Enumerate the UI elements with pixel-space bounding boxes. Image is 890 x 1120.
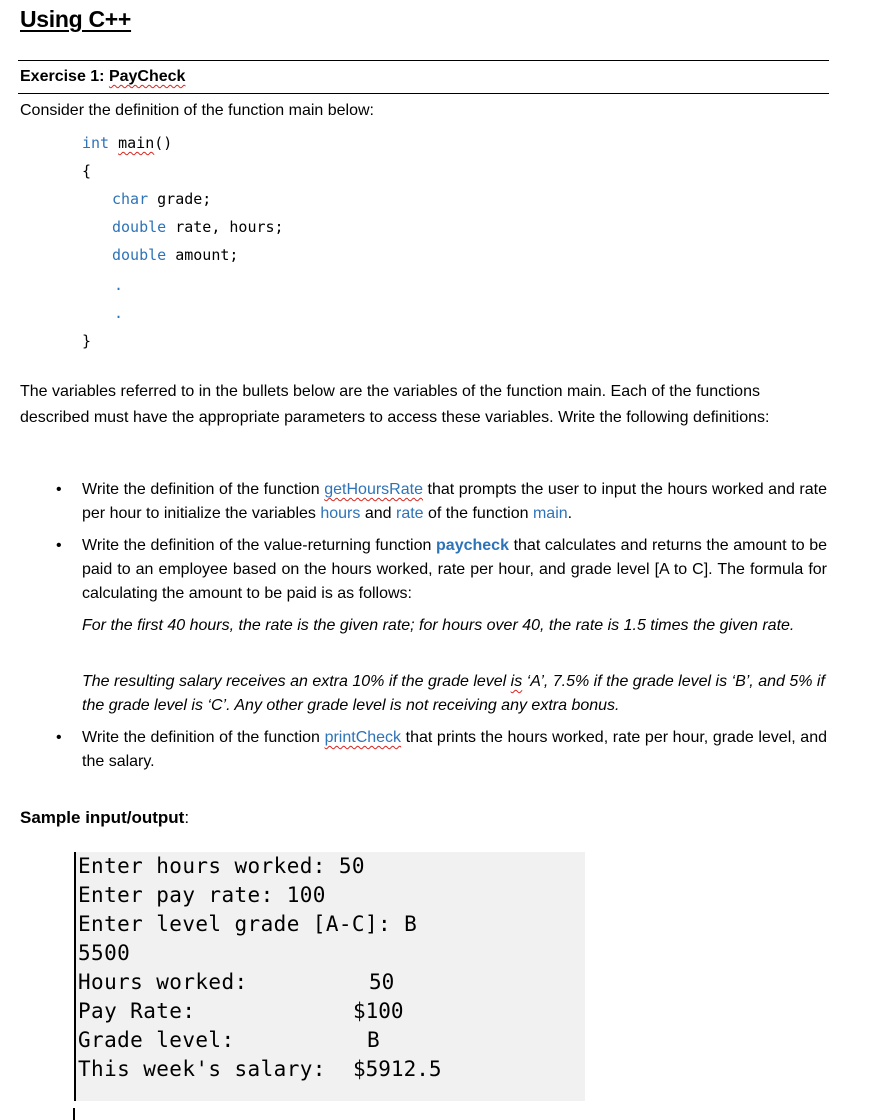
- formula-bonus-rule: [82, 670, 827, 718]
- formula-rate-rule: For the first 40 hours, the rate is the given rate; for hours over 40, the rate is 1.5 times the given rate.: [82, 617, 795, 634]
- bonus-text-part: The resulting salary receives an extra 10% if the grade level: [82, 673, 511, 690]
- console-line: Enter pay rate: 100: [78, 883, 326, 907]
- exercise-name: PayCheck: [108, 68, 186, 85]
- console-output: [74, 852, 585, 1101]
- report-value: $5912.5: [353, 1057, 442, 1081]
- code-ellipsis-dot: .: [114, 276, 124, 294]
- report-value: $100: [353, 999, 404, 1023]
- variable-name: hours: [320, 505, 361, 522]
- bullet-text-part: Write the definition of the function: [82, 481, 325, 498]
- function-name: printCheck: [324, 729, 402, 746]
- sample-io-colon: :: [184, 808, 190, 827]
- function-name: paycheck: [436, 537, 509, 554]
- code-signature: [82, 134, 172, 152]
- code-open-brace: {: [82, 162, 92, 180]
- bullet-marker: •: [56, 729, 62, 746]
- console-line: Enter level grade [A-C]: B: [78, 912, 418, 936]
- code-close-brace: }: [82, 332, 92, 350]
- bullet-print-check: [82, 726, 827, 774]
- report-label: Pay Rate:: [78, 999, 196, 1023]
- text-cursor: [73, 1108, 75, 1120]
- sample-io-heading: [20, 808, 189, 828]
- sample-io-label: Sample input/output: [20, 808, 185, 827]
- bullet-get-hours-rate: [82, 478, 827, 526]
- bonus-text-part: is: [510, 673, 523, 690]
- report-label: This week's salary:: [78, 1057, 326, 1081]
- report-label: Grade level:: [78, 1028, 235, 1052]
- code-type: double: [112, 218, 167, 236]
- code-line: [112, 218, 284, 236]
- code-sig-name: main: [118, 134, 155, 152]
- console-line: Enter hours worked: 50: [78, 854, 365, 878]
- code-rest: amount;: [166, 246, 239, 264]
- code-ellipsis-dot: .: [114, 304, 124, 322]
- code-sig-type: int: [82, 134, 110, 152]
- exercise-heading: [20, 68, 185, 86]
- console-line: 5500: [78, 941, 131, 965]
- bullet-text-part: and: [360, 505, 396, 522]
- bullet-text-part: .: [567, 505, 573, 522]
- code-type: double: [112, 246, 167, 264]
- variable-name: rate: [395, 505, 424, 522]
- intro-text: Consider the definition of the function main below:: [20, 102, 374, 119]
- code-line: [112, 246, 238, 264]
- heading-rule-bottom: [18, 93, 829, 94]
- bullet-marker: •: [56, 537, 62, 554]
- description-paragraph: The variables referred to in the bullets below are the variables of the function main. Each of the functions described must have the appropriate parameters to access these variables. Write the following definitions:: [20, 383, 770, 426]
- code-rest: rate, hours;: [166, 218, 284, 236]
- bullet-text-part: that prints the hours worked, rate per hour, grade level, and the salary.: [82, 729, 828, 770]
- code-type: char: [112, 190, 149, 208]
- function-name: getHoursRate: [324, 481, 423, 498]
- bullet-text-part: that calculates and returns the amount to be paid to an employee based on the hours worked, rate per hour, and grade level [A to C]. The formula for calculating the amount to be paid is as follows:: [82, 537, 828, 602]
- bonus-text-part: ‘A’, 7.5% if the grade level is ‘B’, and 5% if the grade level is ‘C’. Any other grade level is not receiving any extra bonus.: [82, 673, 825, 714]
- bullet-text-part: Write the definition of the value-returning function: [82, 537, 437, 554]
- document-title: Using C++: [20, 6, 132, 32]
- heading-rule-top: [18, 60, 829, 61]
- report-value: B: [367, 1028, 380, 1052]
- report-label: Hours worked:: [78, 970, 248, 994]
- code-sig-parens: (): [154, 134, 173, 152]
- code-rest: grade;: [148, 190, 212, 208]
- bullet-marker: •: [56, 481, 62, 498]
- bullet-paycheck: [82, 534, 827, 606]
- report-value: 50: [369, 970, 395, 994]
- code-line: [112, 190, 211, 208]
- variable-name: main: [532, 505, 568, 522]
- exercise-label: Exercise 1:: [20, 68, 109, 85]
- bullet-text-part: of the function: [423, 505, 533, 522]
- bullet-text-part: Write the definition of the function: [82, 729, 325, 746]
- bullet-text-part: that prompts the user to input the hours worked and rate per hour to initialize the variables: [82, 481, 827, 522]
